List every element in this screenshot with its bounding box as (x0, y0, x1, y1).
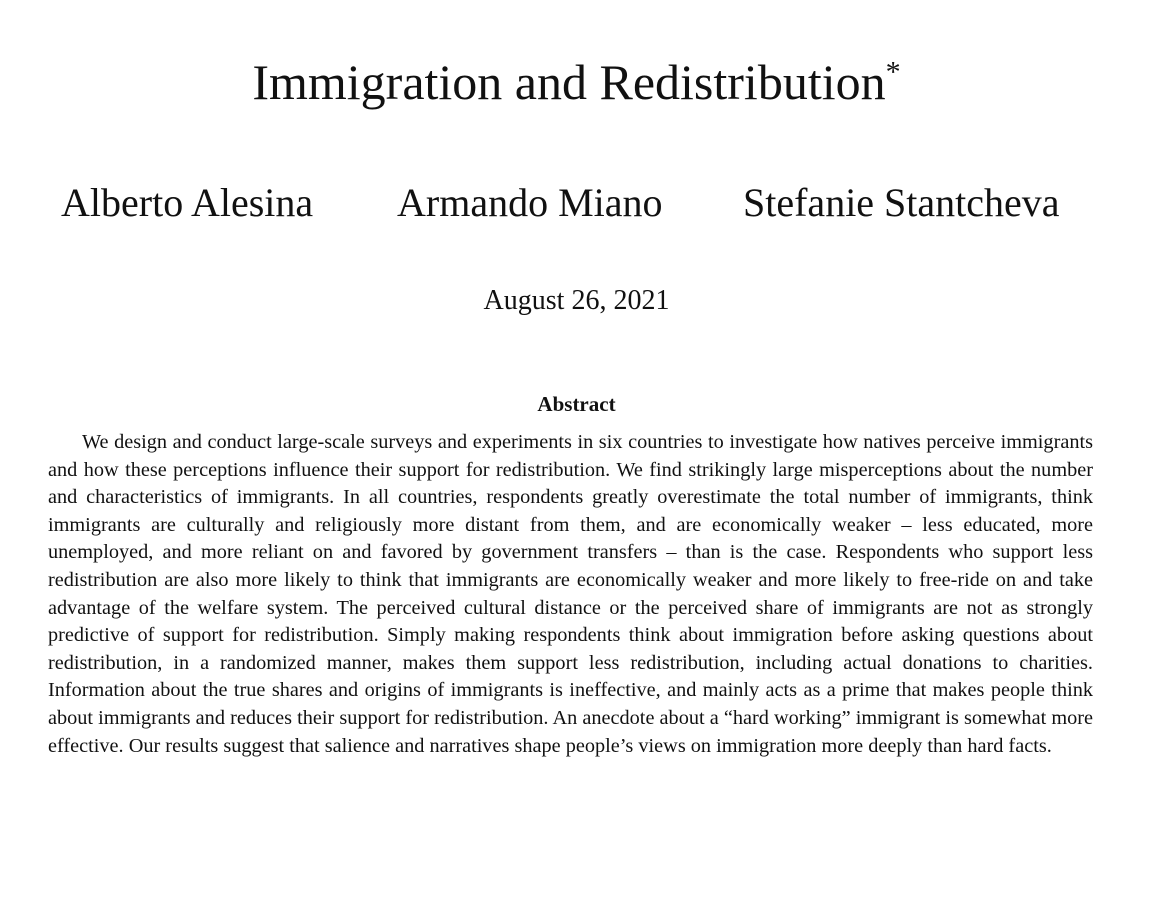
paper-title (0, 52, 1153, 112)
author-list (0, 178, 1153, 228)
abstract-heading: Abstract (537, 392, 616, 416)
paper-title-text: Immigration and Redistribution (252, 54, 886, 110)
publication-date: August 26, 2021 (483, 285, 670, 316)
abstract-text: We design and conduct large-scale surveys and experiments in six countries to investigate how natives perceive immigrants and how these perceptions influence their support for redistribution. We find strikingly large misperceptions about the number and characteristics of immigrants. In all countries, respondents greatly overestimate the total number of immigrants, think immigrants are culturally and religiously more distant from them, and are economically weaker – less educated, more unemployed, and more reliant on and favored by government transfers – than is the case. Respondents who support less redistribution are also more likely to think that immigrants are economically weaker and more likely to free-ride on and take advantage of the welfare system. The perceived cultural distance or the perceived share of immigrants are not as strongly predictive of support for redistribution. Simply making respondents think about immigration before asking questions about redistribution, in a randomized manner, makes them support less redistribution, including actual donations to charities. Information about the true shares and origins of immigrants is ineffective, and mainly acts as a prime that makes people think about immigrants and reduces their support for redistribution. An anecdote about a “hard working” immigrant is somewhat more effective. Our results suggest that salience and narratives shape people’s views on immigration more deeply than hard facts. (48, 431, 1093, 757)
author-name: Armando Miano (397, 180, 663, 225)
title-footnote-mark[interactable]: * (885, 55, 901, 89)
author-name: Alberto Alesina (61, 180, 314, 225)
author-name: Stefanie Stantcheva (743, 180, 1060, 225)
